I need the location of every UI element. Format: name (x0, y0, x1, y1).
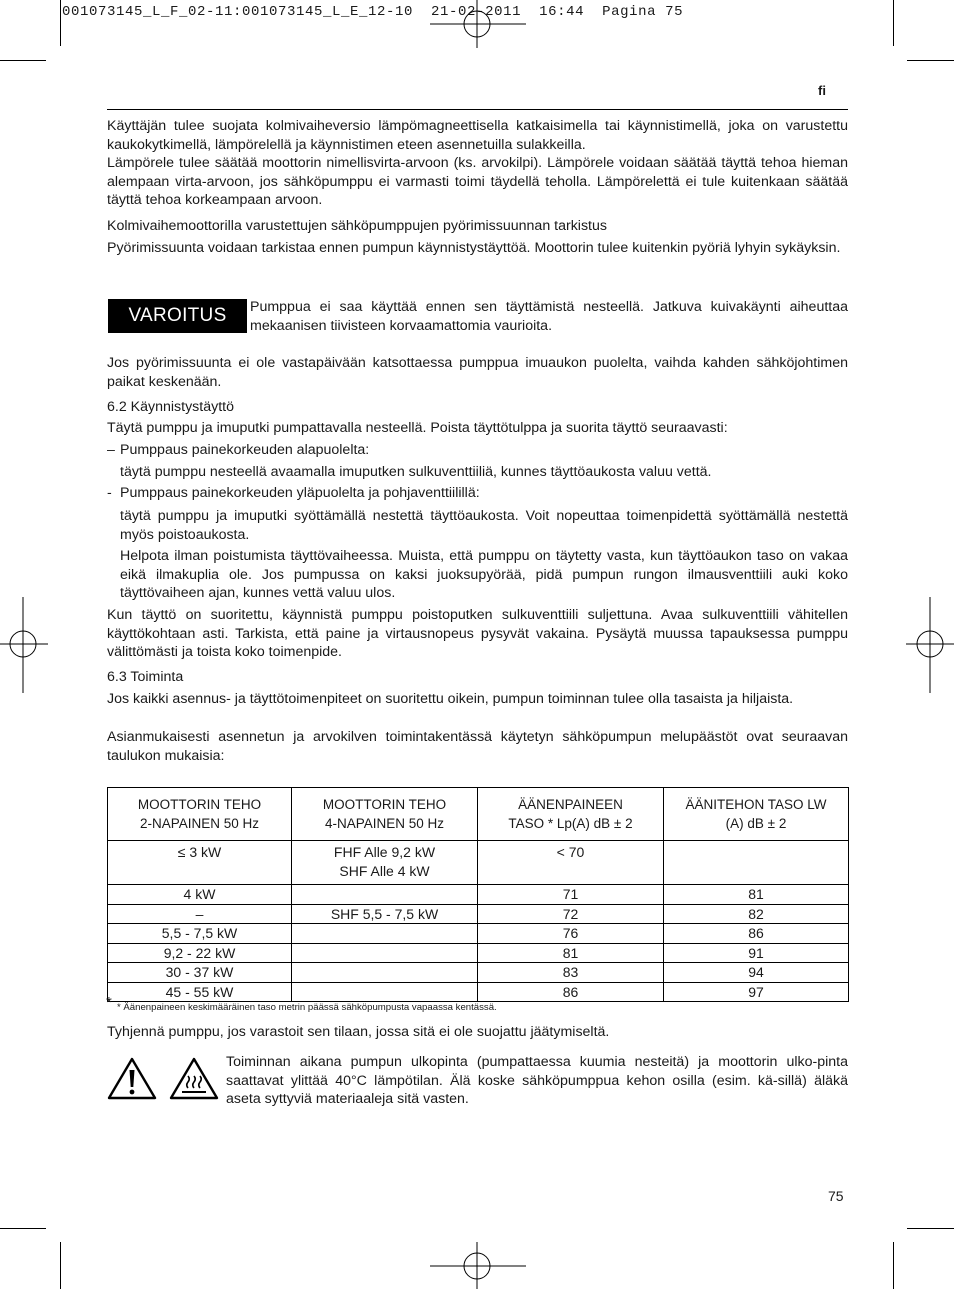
list-item-below-head-text: täytä pumppu nesteellä avaamalla imuputken sulkuventtiiliä, kunnes täyttöaukosta valuu vettä. (120, 464, 712, 480)
header-rule (107, 109, 848, 110)
paragraph-after-priming: Kun täyttö on suoritettu, käynnistä pumppu poistoputken sulkuventtiili suljettuna. Avaa sulkuventtiili vähitellen käyttökohtaan asti. Tarkista, että paine ja virtausnopeus pysyvät vakaina. Pysäytä muussa tapauksessa pumppu välittömästi ja toista koko toimenpide. (107, 607, 848, 660)
table-row (108, 885, 849, 905)
table-cell: ≤ 3 kW (108, 841, 292, 885)
list-item-above-head-text: täytä pumppu ja imuputki syöttämällä nestettä täyttöaukosta. Voit nopeuttaa toimenpidettä syöttämällä nestettä myös poistoaukosta. (120, 508, 848, 543)
table-cell (292, 885, 478, 905)
footnote-star: * (106, 994, 112, 1011)
table-row (108, 924, 849, 944)
list-item-below-head: Pumppaus painekorkeuden alapuolelta: (120, 442, 370, 458)
table-cell: 86 (478, 982, 664, 1002)
table-cell: – (108, 904, 292, 924)
table-cell: 81 (664, 885, 849, 905)
paragraph-rotation: Pyörimissuunta voidaan tarkistaa ennen pumpun käynnistystäyttöä. Moottorin tulee kuitenkin pyöriä lyhyin sykäyksin. (107, 240, 841, 256)
paragraph-storage: Tyhjennä pumppu, jos varastoit sen tilaan, jossa sitä ei ole suojattu jäätymiseltä. (107, 1024, 610, 1040)
heading-section-6-2: 6.2 Käynnistystäyttö (107, 399, 234, 415)
crop-mark-top-right-v (893, 0, 894, 46)
table-cell: 76 (478, 924, 664, 944)
table-cell: 71 (478, 885, 664, 905)
table-cell (292, 963, 478, 983)
crop-mark-bottom-right-h (907, 1228, 954, 1229)
table-cell: 30 - 37 kW (108, 963, 292, 983)
table-cell (292, 982, 478, 1002)
paragraph-rotation-direction: Jos pyörimissuunta ei ole vastapäivään katsottaessa pumppua imuaukon puolelta, vaihda kahden sähköjohtimen paikat keskenään. (107, 355, 848, 390)
print-slug: 001073145_L_F_02-11:001073145_L_E_12-10 21-02-2011 16:44 Pagina 75 (62, 4, 684, 20)
table-header-cell: MOOTTORIN TEHO 2-NAPAINEN 50 Hz (108, 788, 292, 841)
table-cell: 97 (664, 982, 849, 1002)
table-cell: 83 (478, 963, 664, 983)
heading-rotation-check: Kolmivaihemoottorilla varustettujen sähköpumppujen pyörimissuunnan tarkistus (107, 218, 607, 234)
table-cell: FHF Alle 9,2 kW SHF Alle 4 kW (292, 841, 478, 885)
table-cell: < 70 (478, 841, 664, 885)
paragraph-protection: Käyttäjän tulee suojata kolmivaiheversio lämpömagneettisella katkaisimella tai käynnistimellä, joka on varustettu kaukokytkimellä, lämpörelellä ja käynnistimen eteen asennetuilla sulakkeilla. (107, 118, 848, 153)
registration-crosshair-icon (430, 0, 526, 48)
table-header-row (108, 788, 849, 841)
warning-text: Pumppua ei saa käyttää ennen sen täyttämistä nesteellä. Jatkuva kuivakäynti aiheuttaa mekaanisen tiivisteen korvaamattomia vaurioita. (250, 299, 848, 334)
warning-label: VAROITUS (108, 299, 247, 333)
paragraph-operation: Jos kaikki asennus- ja täyttötoimenpiteet on suoritettu oikein, pumpun toiminnan tulee olla tasaista ja hiljaista. (107, 691, 794, 707)
table-cell: 72 (478, 904, 664, 924)
heading-section-6-3: 6.3 Toiminta (107, 669, 184, 685)
table-cell: SHF 5,5 - 7,5 kW (292, 904, 478, 924)
table-cell: 86 (664, 924, 849, 944)
warning-triangle-icon (107, 1057, 157, 1100)
table-cell: 91 (664, 943, 849, 963)
paragraph-priming: Täytä pumppu ja imuputki pumpattavalla nesteellä. Poista täyttötulppa ja suorita täyttö seuraavasti: (107, 420, 728, 436)
paragraph-thermal-relay: Lämpörele tulee säätää moottorin nimellisvirta-arvoon (ks. arvokilpi). Lämpörele voidaan säätää täyttä tehoa hieman alempaan virta-arvoon, jos sähköpumppu ei varmasti toimi täydellä teholla. Lämpörelettä ei tule kuitenkaan säätää täyttä tehoa korkeampaan arvoon. (107, 155, 848, 208)
crop-mark-bottom-left-v (60, 1242, 61, 1289)
paragraph-noise-intro: Asianmukaisesti asennetun ja arvokilven toimintakentässä käytetyn sähköpumpun melupäästöt ovat seuraavan taulukon mukaisia: (107, 729, 848, 764)
noise-table (107, 787, 849, 1002)
crop-mark-top-left-h (0, 60, 46, 61)
list-item-above-head-text-2: Helpota ilman poistumista täyttövaiheessa. Muista, että pumppu on täytetty vasta, kun täyttöaukon taso on vakaa eikä ilmakuplia ole. Jos pumpussa on kaksi juoksupyörää, pidä pumpun rungon ilmausventtiili auki koko täyttövaiheen ajan, kunnes vettä valuu ulos. (120, 548, 848, 601)
language-tag: fi (818, 83, 826, 98)
hot-surface-warning-text: Toiminnan aikana pumpun ulkopinta (pumpattaessa kuumia nesteitä) ja moottorin ulko-pinta saattavat ylittää 40°C lämpötilan. Älä koske sähköpumppua kehon osilla (esim. kä-sillä) äläkä aseta syttyviä materiaaleja sitä vasten. (226, 1054, 848, 1107)
crop-mark-bottom-left-h (0, 1228, 46, 1229)
table-row (108, 841, 849, 885)
table-row (108, 963, 849, 983)
table-cell: 45 - 55 kW (108, 982, 292, 1002)
registration-crosshair-icon (0, 597, 48, 693)
crop-mark-bottom-right-v (893, 1242, 894, 1289)
registration-crosshair-icon (430, 1242, 526, 1289)
table-cell (664, 841, 849, 885)
hot-surface-icon (169, 1057, 219, 1100)
crop-mark-top-right-h (907, 60, 954, 61)
table-cell: 81 (478, 943, 664, 963)
table-cell: 94 (664, 963, 849, 983)
crop-mark-top-left-v (60, 0, 61, 46)
table-header-cell: MOOTTORIN TEHO 4-NAPAINEN 50 Hz (292, 788, 478, 841)
table-cell: 4 kW (108, 885, 292, 905)
table-header-cell: ÄÄNITEHON TASO LW (A) dB ± 2 (664, 788, 849, 841)
table-footnote: * Äänenpaineen keskimääräinen taso metrin päässä sähköpumpusta vapaassa kentässä. (117, 1002, 497, 1013)
table-cell: 9,2 - 22 kW (108, 943, 292, 963)
registration-crosshair-icon (906, 597, 954, 693)
table-cell (292, 924, 478, 944)
page-number: 75 (828, 1188, 844, 1204)
table-cell: 5,5 - 7,5 kW (108, 924, 292, 944)
table-header-cell: ÄÄNENPAINEEN TASO * Lp(A) dB ± 2 (478, 788, 664, 841)
table-row (108, 904, 849, 924)
table-row (108, 943, 849, 963)
list-item-above-head: Pumppaus painekorkeuden yläpuolelta ja pohjaventtiilillä: (120, 485, 480, 501)
list-marker: – (107, 442, 115, 458)
list-marker: - (107, 485, 112, 501)
table-row (108, 982, 849, 1002)
table-cell (292, 943, 478, 963)
table-cell: 82 (664, 904, 849, 924)
